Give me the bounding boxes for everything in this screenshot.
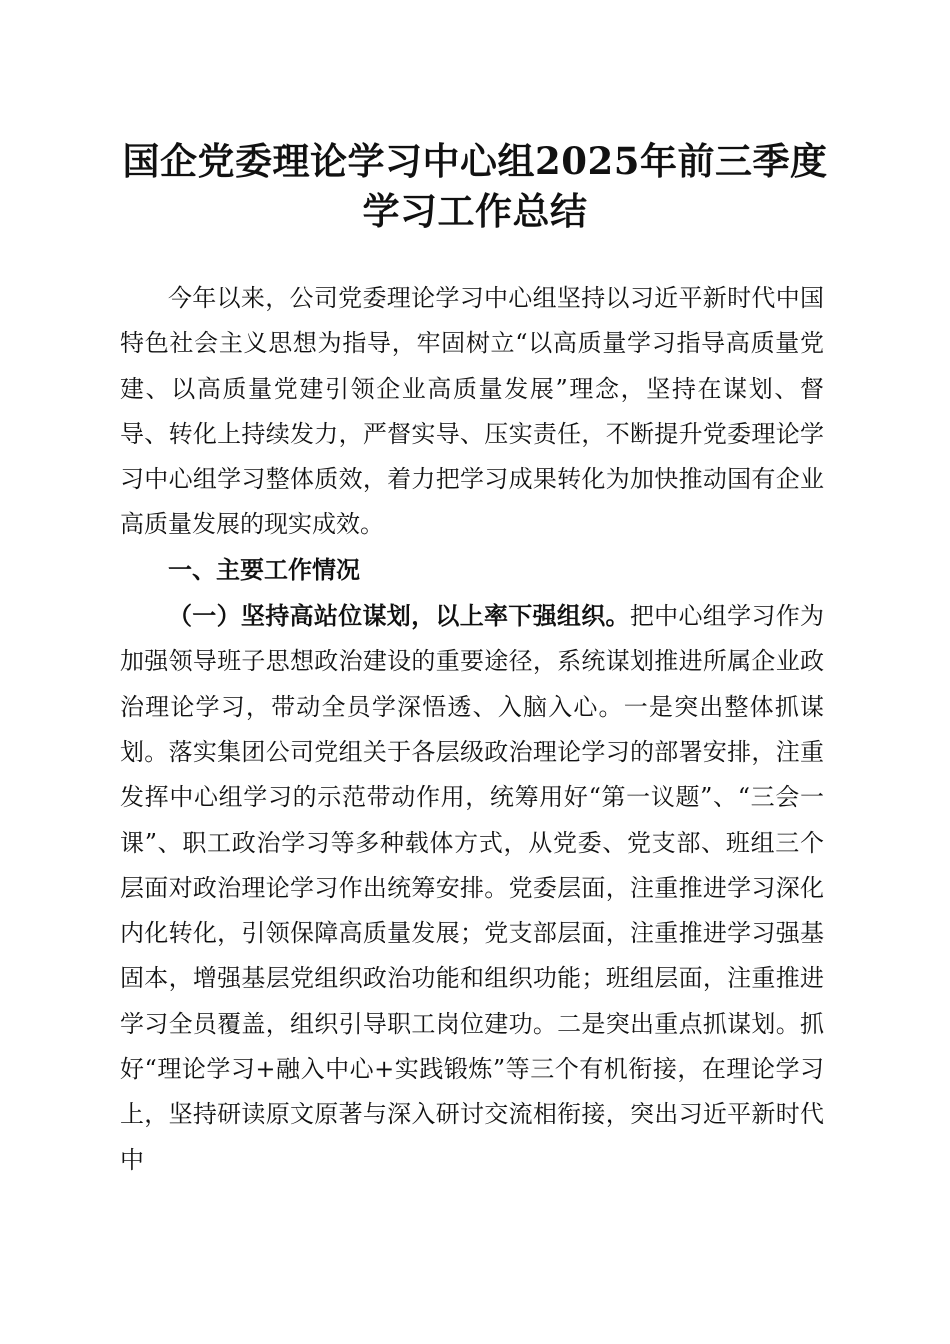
document-title: 国企党委理论学习中心组2025年前三季度学习工作总结 xyxy=(122,139,828,233)
section-heading-main-work: 一、主要工作情况 xyxy=(168,555,360,584)
subsection-body: 把中心组学习作为加强领导班子思想政治建设的重要途径，系统谋划推进所属企业政治理论学习，带动全员学深悟透、入脑入心。一是突出整体抓谋划。落实集团公司党组关于各层级政治理论学习的部署安排，注重发挥中心组学习的示范带动作用，统筹用好“第一议题”、“三会一课”、职工政治学习等多种载体方式，从党委、党支部、班组三个层面对政治理论学习作出统筹安排。党委层面，注重推进学习深化内化转化，引领保障高质量发展；党支部层面，注重推进学习强基固本，增强基层党组织政治功能和组织功能；班组层面，注重推进学习全员覆盖，组织引导职工岗位建功。二是突出重点抓谋划。抓好“理论学习+融入中心+实践锻炼”等三个有机衔接，在理论学习上，坚持研读原文原著与深入研讨交流相衔接，突出习近平新时代中 xyxy=(120,602,825,1174)
subsection-lead: （一）坚持高站位谋划，以上率下强组织。 xyxy=(168,601,630,631)
subsection-paragraph xyxy=(120,593,824,1183)
intro-paragraph: 今年以来，公司党委理论学习中心组坚持以习近平新时代中国特色社会主义思想为指导，牢固树立“以高质量学习指导高质量党建、以高质量党建引领企业高质量发展”理念，坚持在谋划、督导、转化上持续发力，严督实导、压实责任，不断提升党委理论学习中心组学习整体质效，着力把学习成果转化为加快推动国有企业高质量发展的现实成效。 xyxy=(120,284,824,539)
document-body xyxy=(120,276,824,1183)
